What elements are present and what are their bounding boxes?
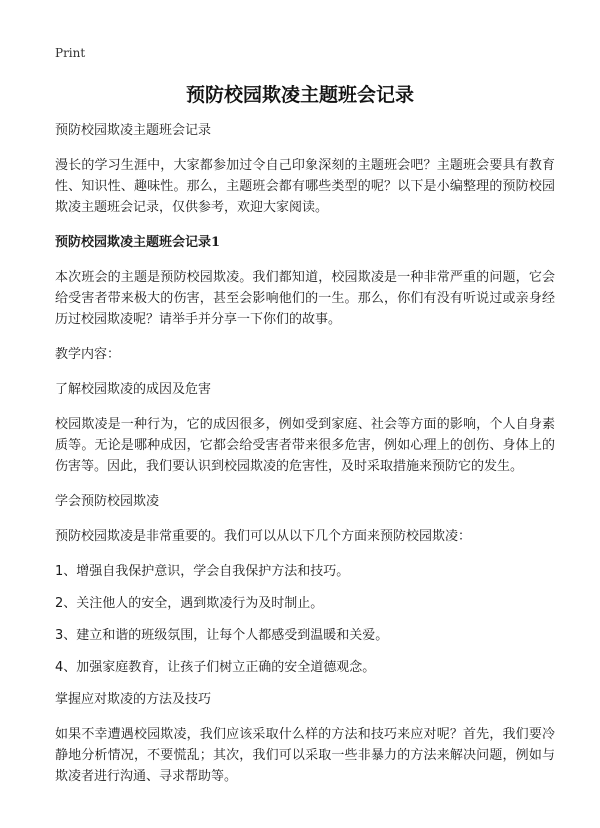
intro-paragraph: 漫长的学习生涯中，大家都参加过令自己印象深刻的主题班会吧？主题班会要具有教育性、知识性、趣味性。那么，主题班会都有哪些类型的呢？以下是小编整理的预防校园欺凌主题班会记录，仅供参考，欢迎大家阅读。: [55, 158, 555, 215]
body-paragraph: 校园欺凌是一种行为，它的成因很多，例如受到家庭、社会等方面的影响，个人自身素质等。无论是哪种成因，它都会给受害者带来很多危害，例如心理上的创伤、身体上的伤害等。因此，我们要认识到校园欺凌的危害性，及时采取措施来预防它的发生。: [55, 417, 555, 474]
subtitle-paragraph: 预防校园欺凌主题班会记录: [55, 123, 212, 138]
body-paragraph: 预防校园欺凌是非常重要的。我们可以从以下几个方面来预防校园欺凌：: [55, 529, 472, 544]
body-paragraph: 了解校园欺凌的成因及危害: [55, 382, 212, 397]
list-item: 1、增强自我保护意识，学会自我保护方法和技巧。: [55, 564, 350, 579]
body-paragraph: 本次班会的主题是预防校园欺凌。我们都知道，校园欺凌是一种非常严重的问题，它会给受害者带来极大的伤害，甚至会影响他们的一生。那么，你们有没有听说过或亲身经历过校园欺凌呢？请举手并分享一下你们的故事。: [55, 270, 555, 327]
list-item: 2、关注他人的安全，遇到欺凌行为及时制止。: [55, 596, 324, 611]
document-body: [55, 120, 555, 801]
list-item: 4、加强家庭教育，让孩子们树立正确的安全道德观念。: [55, 660, 376, 675]
section-heading: 预防校园欺凌主题班会记录1: [55, 235, 221, 250]
body-paragraph: 教学内容：: [55, 347, 121, 362]
body-paragraph: 学会预防校园欺凌: [55, 494, 160, 509]
body-paragraph: 如果不幸遭遇校园欺凌，我们应该采取什么样的方法和技巧来应对呢？首先，我们要冷静地分析情况，不要慌乱；其次，我们可以采取一些非暴力的方法来解决问题，例如与欺凌者进行沟通、寻求帮助等。: [55, 727, 555, 784]
body-paragraph: 掌握应对欺凌的方法及技巧: [55, 692, 212, 707]
list-item: 3、建立和谐的班级氛围，让每个人都感受到温暖和关爱。: [55, 628, 389, 643]
document-title: 预防校园欺凌主题班会记录: [185, 84, 414, 106]
print-link[interactable]: Print: [55, 46, 86, 60]
